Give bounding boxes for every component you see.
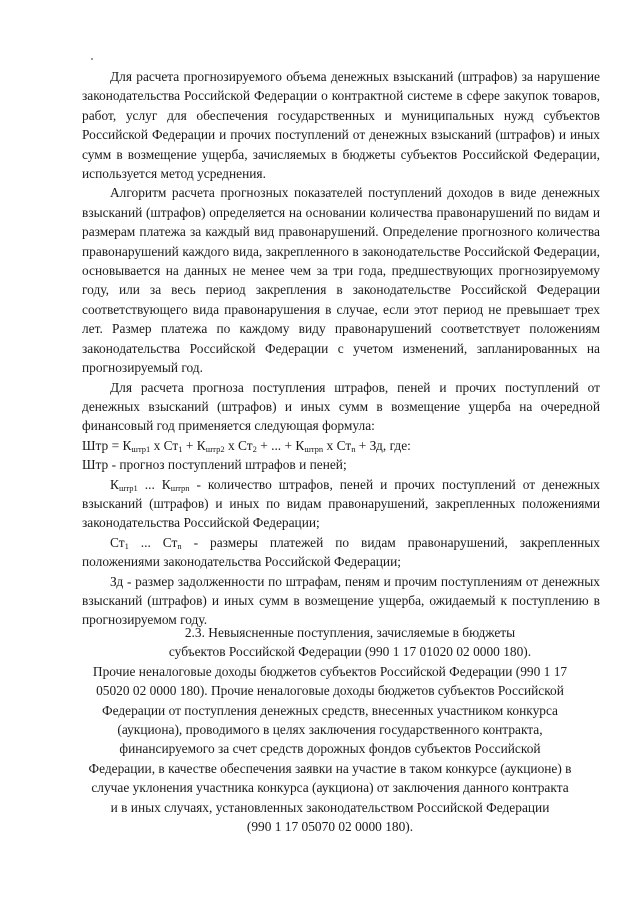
section-line: (аукциона), проводимого в целях заключения государственного контракта,	[117, 722, 543, 738]
paragraph-averaging-method: Для расчета прогнозируемого объема денежных взысканий (штрафов) за нарушение законодательства Российской Федерации о контрактной системе в сфере закупок товаров, работ, услуг для обеспечения государственных и муниципальных нужд субъектов Российской Федерации и прочих поступлений от денежных взысканий (штрафов) и иных сумм в возмещение ущерба, зачисляемых в бюджеты субъектов Российской Федерации, используется метод усреднения.	[82, 69, 600, 182]
section-line: случае уклонения участника конкурса (аукциона) от заключения данного контракта	[91, 780, 569, 796]
section-line: (990 1 17 05070 02 0000 180).	[246, 819, 414, 835]
definition-shtr: Штр - прогноз поступлений штрафов и пеней;	[82, 457, 347, 473]
paragraph-algorithm: Алгоритм расчета прогнозных показателей поступлений доходов в виде денежных взысканий (штрафов) определяется на основании количества правонарушений по видам и размерам платежа за каждый вид правонарушений. Определение прогнозного количества правонарушений каждого вида, закрепленного в законодательстве Российской Федерации, основывается на данных не менее чем за три года, предшествующих прогнозируемому году, или за весь период закрепления в законодательстве Российской Федерации соответствующего вида правонарушения в случае, если этот период не превышает трех лет. Размер платежа по каждому виду правонарушений соответствует положениям законодательства Российской Федерации с учетом изменений, запланированных на прогнозируемый год.	[82, 185, 600, 376]
section-title-line1: 2.3. Невыясненные поступления, зачисляемые в бюджеты	[184, 625, 516, 640]
definition-zd: Зд - размер задолженности по штрафам, пеням и прочим поступлениям от денежных взысканий (штрафов) и иных сумм в возмещение ущерба, ожидаемый к поступлению в прогнозируемом году.	[82, 573, 600, 628]
section-line: Федерации, в качестве обеспечения заявки на участие в таком конкурсе (аукционе) в	[88, 760, 572, 776]
paragraph-formula-intro: Для расчета прогноза поступления штрафов, пеней и прочих поступлений от денежных взысканий (штрафов) и иных сумм в возмещение ущерба на очередной финансовый год применяется следующая формула:	[82, 379, 600, 434]
section-line: и в иных случаях, установленных законодательством Российской Федерации	[110, 799, 550, 815]
section-line: Прочие неналоговые доходы бюджетов субъектов Российской Федерации (990 1 17	[92, 663, 568, 679]
scan-speck	[91, 58, 93, 60]
definition-kshtr: $К_{штр1}$ ... $К_{штрn}$ - количество штрафов, пеней и прочих поступлений от денежных взысканий (штрафов) и иных по видам правонарушений, закрепленных положениями законодательства Российской Федерации;	[82, 476, 600, 531]
section-line: 05020 02 0000 180). Прочие неналоговые доходы бюджетов субъектов Российской	[96, 683, 564, 699]
section-line: Федерации от поступления денежных средств, внесенных участником конкурса	[101, 702, 559, 718]
section-line: финансируемого за счет средств дорожных фондов субъектов Российской	[119, 741, 541, 757]
definition-st: $Ст_1$ ... $Ст_n$ - размеры платежей по видам правонарушений, закрепленных положениями законодательства Российской Федерации;	[82, 534, 600, 570]
section-2-3	[50, 623, 610, 836]
formula: Штр = $К_{штр1}$ х $Ст_1 + К_{штр2}$ х $Ст_2$ + ... + $К_{штрn}$ х $Ст_n$ + Зд, где:	[82, 437, 411, 454]
main-text	[82, 67, 600, 630]
section-title-line2: субъектов Российской Федерации (990 1 17 01020 02 0000 180).	[168, 644, 532, 660]
